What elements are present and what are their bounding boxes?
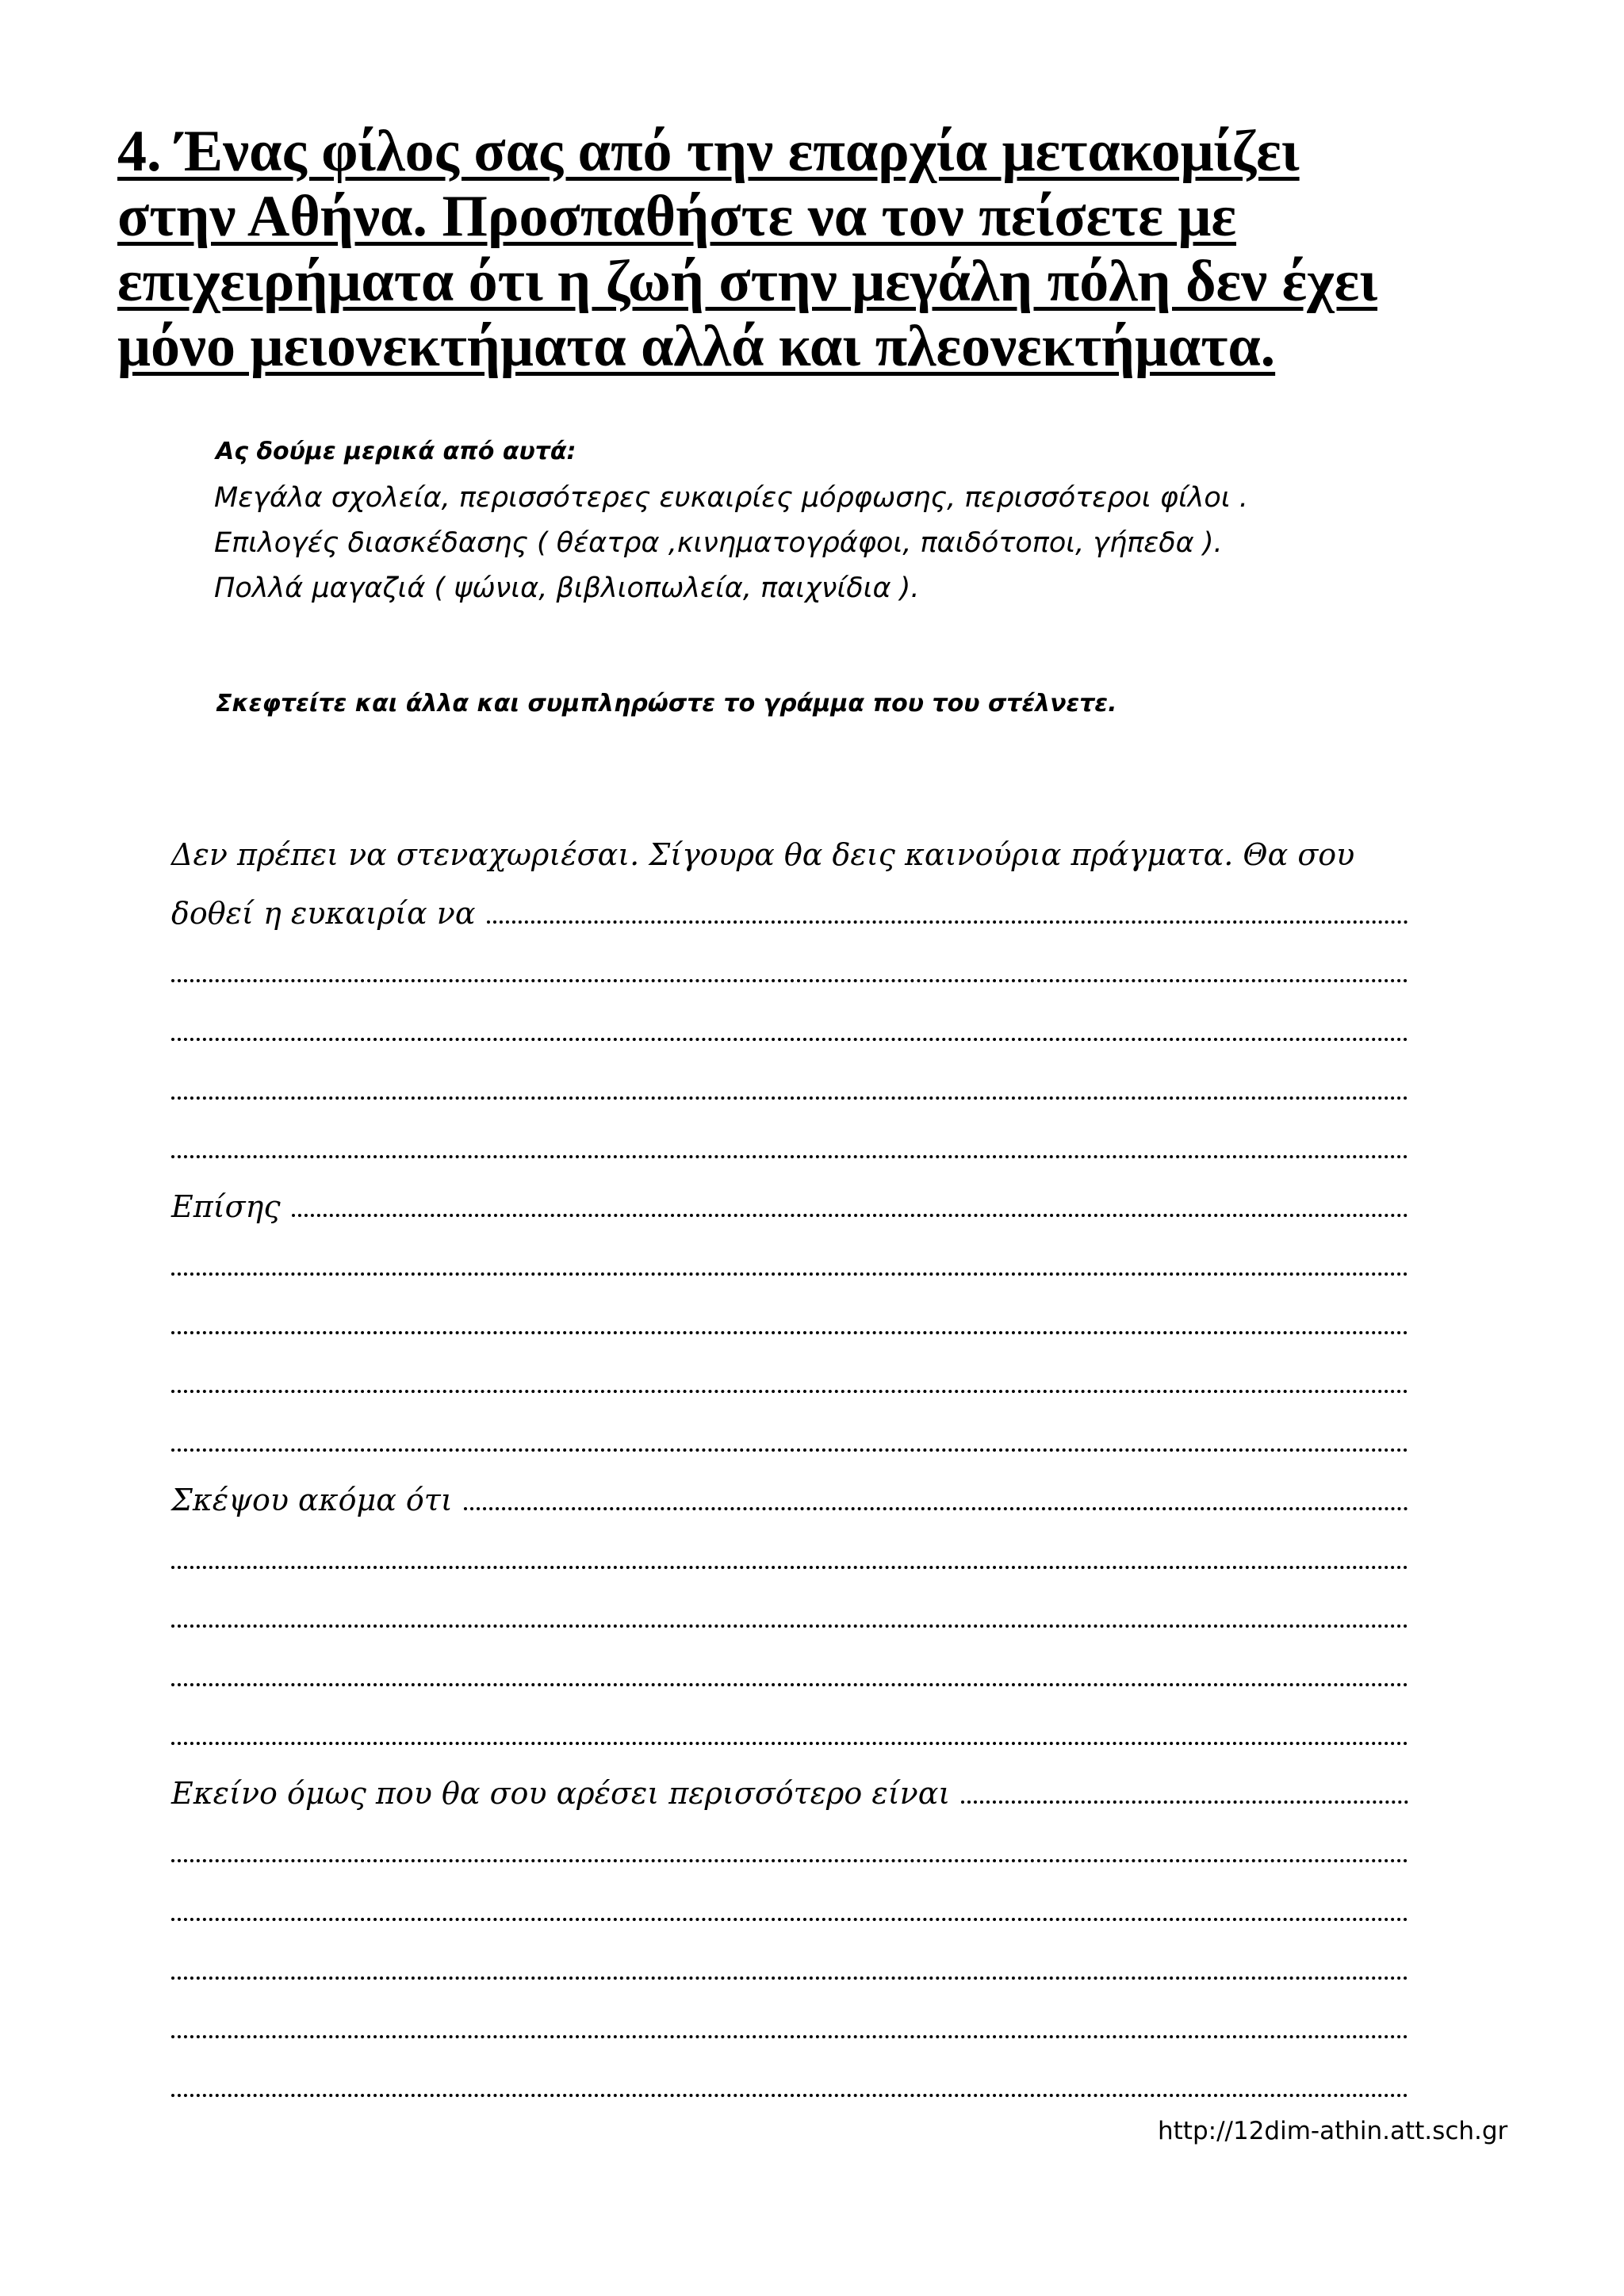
writing-line[interactable] xyxy=(171,1165,1408,1224)
writing-line[interactable] xyxy=(171,1928,1408,1987)
writing-line[interactable] xyxy=(171,1341,1408,1400)
writing-line[interactable] xyxy=(171,1635,1408,1693)
writing-line[interactable] xyxy=(171,1693,1408,1752)
dotted-blank[interactable] xyxy=(171,1859,1408,1862)
writing-line[interactable] xyxy=(171,2045,1408,2104)
examples-list xyxy=(214,476,1248,611)
writing-line[interactable] xyxy=(171,1811,1408,1869)
writing-line[interactable] xyxy=(171,1752,1408,1811)
dotted-blank[interactable] xyxy=(961,1800,1408,1804)
dotted-blank[interactable] xyxy=(171,1624,1408,1628)
title-line: 4. Ένας φίλος σας από την επαρχία μετακομίζει xyxy=(117,119,1300,184)
example-item: Πολλά μαγαζιά ( ψώνια, βιβλιοπωλεία, παιχνίδια ). xyxy=(214,572,920,604)
dotted-blank[interactable] xyxy=(171,1155,1408,1158)
writing-line[interactable] xyxy=(171,1869,1408,1928)
dotted-blank[interactable] xyxy=(171,1390,1408,1393)
writing-line[interactable] xyxy=(171,1048,1408,1107)
writing-line[interactable] xyxy=(171,1987,1408,2045)
title-line: επιχειρήματα ότι η ζωή στην μεγάλη πόλη δεν έχει xyxy=(117,249,1378,314)
line-prompt: Σκέψου ακόμα ότι xyxy=(171,1483,453,1517)
example-item: Επιλογές διασκέδασης ( θέατρα ,κινηματογράφοι, παιδότοποι, γήπεδα ). xyxy=(214,527,1223,559)
writing-line[interactable] xyxy=(171,1400,1408,1459)
dotted-blank[interactable] xyxy=(171,2035,1408,2038)
dotted-blank[interactable] xyxy=(464,1507,1408,1510)
example-item: Μεγάλα σχολεία, περισσότερες ευκαιρίες μόρφωσης, περισσότεροι φίλοι . xyxy=(214,482,1248,514)
line-prompt: Εκείνο όμως που θα σου αρέσει περισσότερο είναι xyxy=(171,1776,951,1811)
writing-line[interactable] xyxy=(171,1107,1408,1165)
line-prompt: Επίσης xyxy=(171,1189,281,1224)
line-prompt: δοθεί η ευκαιρία να xyxy=(171,896,476,931)
writing-line[interactable] xyxy=(171,1283,1408,1341)
dotted-blank[interactable] xyxy=(171,1918,1408,1921)
instruction: Σκεφτείτε και άλλα και συμπληρώστε το γράμμα που του στέλνετε. xyxy=(216,690,1117,718)
dotted-blank[interactable] xyxy=(171,1566,1408,1569)
writing-line[interactable] xyxy=(171,989,1408,1048)
dotted-blank[interactable] xyxy=(171,1683,1408,1686)
dotted-blank[interactable] xyxy=(171,1331,1408,1334)
dotted-blank[interactable] xyxy=(171,1448,1408,1452)
dotted-blank[interactable] xyxy=(487,920,1408,924)
source-url: http://12dim-athin.att.sch.gr xyxy=(1158,2117,1508,2145)
dotted-blank[interactable] xyxy=(171,1038,1408,1041)
dotted-blank[interactable] xyxy=(171,1272,1408,1276)
letter-form xyxy=(171,813,1408,2104)
dotted-blank[interactable] xyxy=(171,1096,1408,1100)
examples-intro: Ας δούμε μερικά από αυτά: xyxy=(216,438,576,465)
letter-opening-line xyxy=(171,813,1408,872)
title-line: στην Αθήνα. Προσπαθήστε να τον πείσετε με xyxy=(117,184,1236,249)
writing-line[interactable] xyxy=(171,931,1408,989)
title-line: μόνο μειονεκτήματα αλλά και πλεονεκτήματα. xyxy=(117,314,1276,379)
writing-line[interactable] xyxy=(171,1224,1408,1283)
exercise-title xyxy=(117,119,1545,379)
writing-line[interactable] xyxy=(171,872,1408,931)
dotted-blank[interactable] xyxy=(171,1976,1408,1980)
dotted-blank[interactable] xyxy=(171,2094,1408,2097)
writing-line[interactable] xyxy=(171,1517,1408,1576)
writing-line[interactable] xyxy=(171,1459,1408,1517)
letter-opening-text: Δεν πρέπει να στεναχωριέσαι. Σίγουρα θα δεις καινούρια πράγματα. Θα σου xyxy=(171,837,1355,872)
dotted-blank[interactable] xyxy=(171,979,1408,982)
writing-line[interactable] xyxy=(171,1576,1408,1635)
dotted-blank[interactable] xyxy=(171,1742,1408,1745)
dotted-blank[interactable] xyxy=(292,1214,1408,1217)
